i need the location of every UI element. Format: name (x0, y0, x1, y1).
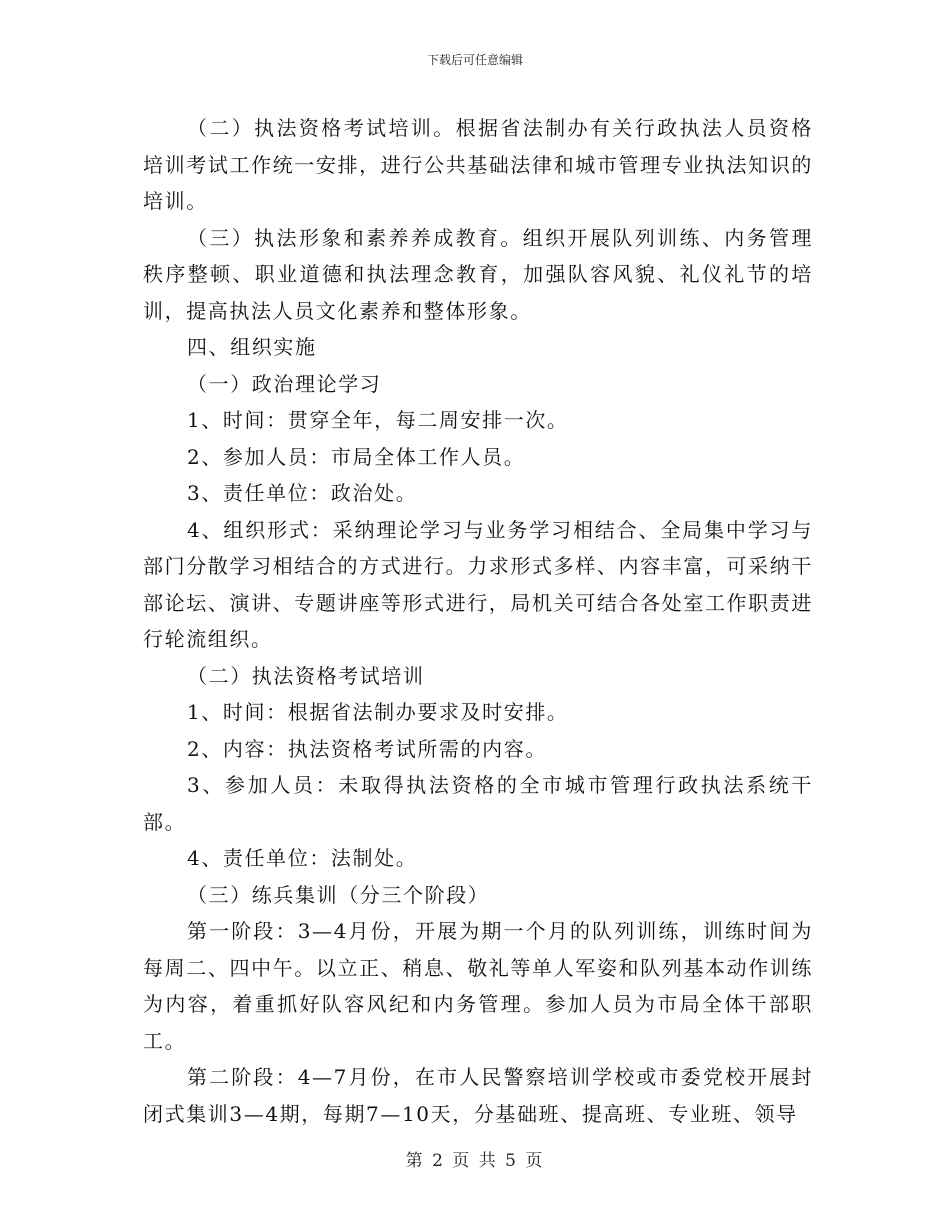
list-item: 1、时间：根据省法制办要求及时安排。 (187, 700, 569, 724)
list-item: 1、时间：贯穿全年，每二周安排一次。 (187, 408, 569, 432)
page-number: 第 2 页 共 5 页 (405, 1151, 545, 1171)
list-item: 4、组织形式：采纳理论学习与业务学习相结合、全局集中学习与部门分散学习相结合的方式进行。力求形式多样、内容丰富，可采纳干部论坛、演讲、专题讲座等形式进行，局机关可结合各处室工作职责进行轮流组织。 (143, 517, 813, 651)
list-item: 2、参加人员：市局全体工作人员。 (187, 444, 526, 469)
paragraph: （三）执法形象和素养养成教育。组织开展队列训练、内务管理秩序整顿、职业道德和执法理念教育，加强队容风貌、礼仪礼节的培训，提高执法人员文化素养和整体形象。 (143, 225, 813, 323)
subsection-heading: （二）执法资格考试培训 (187, 663, 425, 688)
subsection-heading: （三）练兵集训（分三个阶段） (187, 882, 490, 907)
list-item: 3、参加人员：未取得执法资格的全市城市管理行政执法系统干部。 (143, 773, 813, 834)
document-body (143, 110, 813, 1132)
paragraph: 第一阶段：3—4月份，开展为期一个月的队列训练，训练时间为每周二、四中午。以立正、稍息、敬礼等单人军姿和队列基本动作训练为内容，着重抓好队容风纪和内务管理。参加人员为市局全体干部职工。 (143, 919, 813, 1053)
section-heading: 四、组织实施 (187, 335, 317, 359)
subsection-heading: （一）政治理论学习 (187, 371, 382, 396)
list-item: 3、责任单位：政治处。 (187, 481, 418, 505)
paragraph: 第二阶段：4—7月份，在市人民警察培训学校或市委党校开展封闭式集训3—4期，每期7—10天，分基础班、提高班、专业班、领导 (143, 1065, 813, 1126)
page-header: 下载后可任意编辑 (426, 53, 523, 67)
paragraph: （二）执法资格考试培训。根据省法制办有关行政执法人员资格培训考试工作统一安排，进行公共基础法律和城市管理专业执法知识的培训。 (143, 116, 813, 213)
list-item: 2、内容：执法资格考试所需的内容。 (187, 736, 547, 761)
list-item: 4、责任单位：法制处。 (187, 846, 418, 870)
